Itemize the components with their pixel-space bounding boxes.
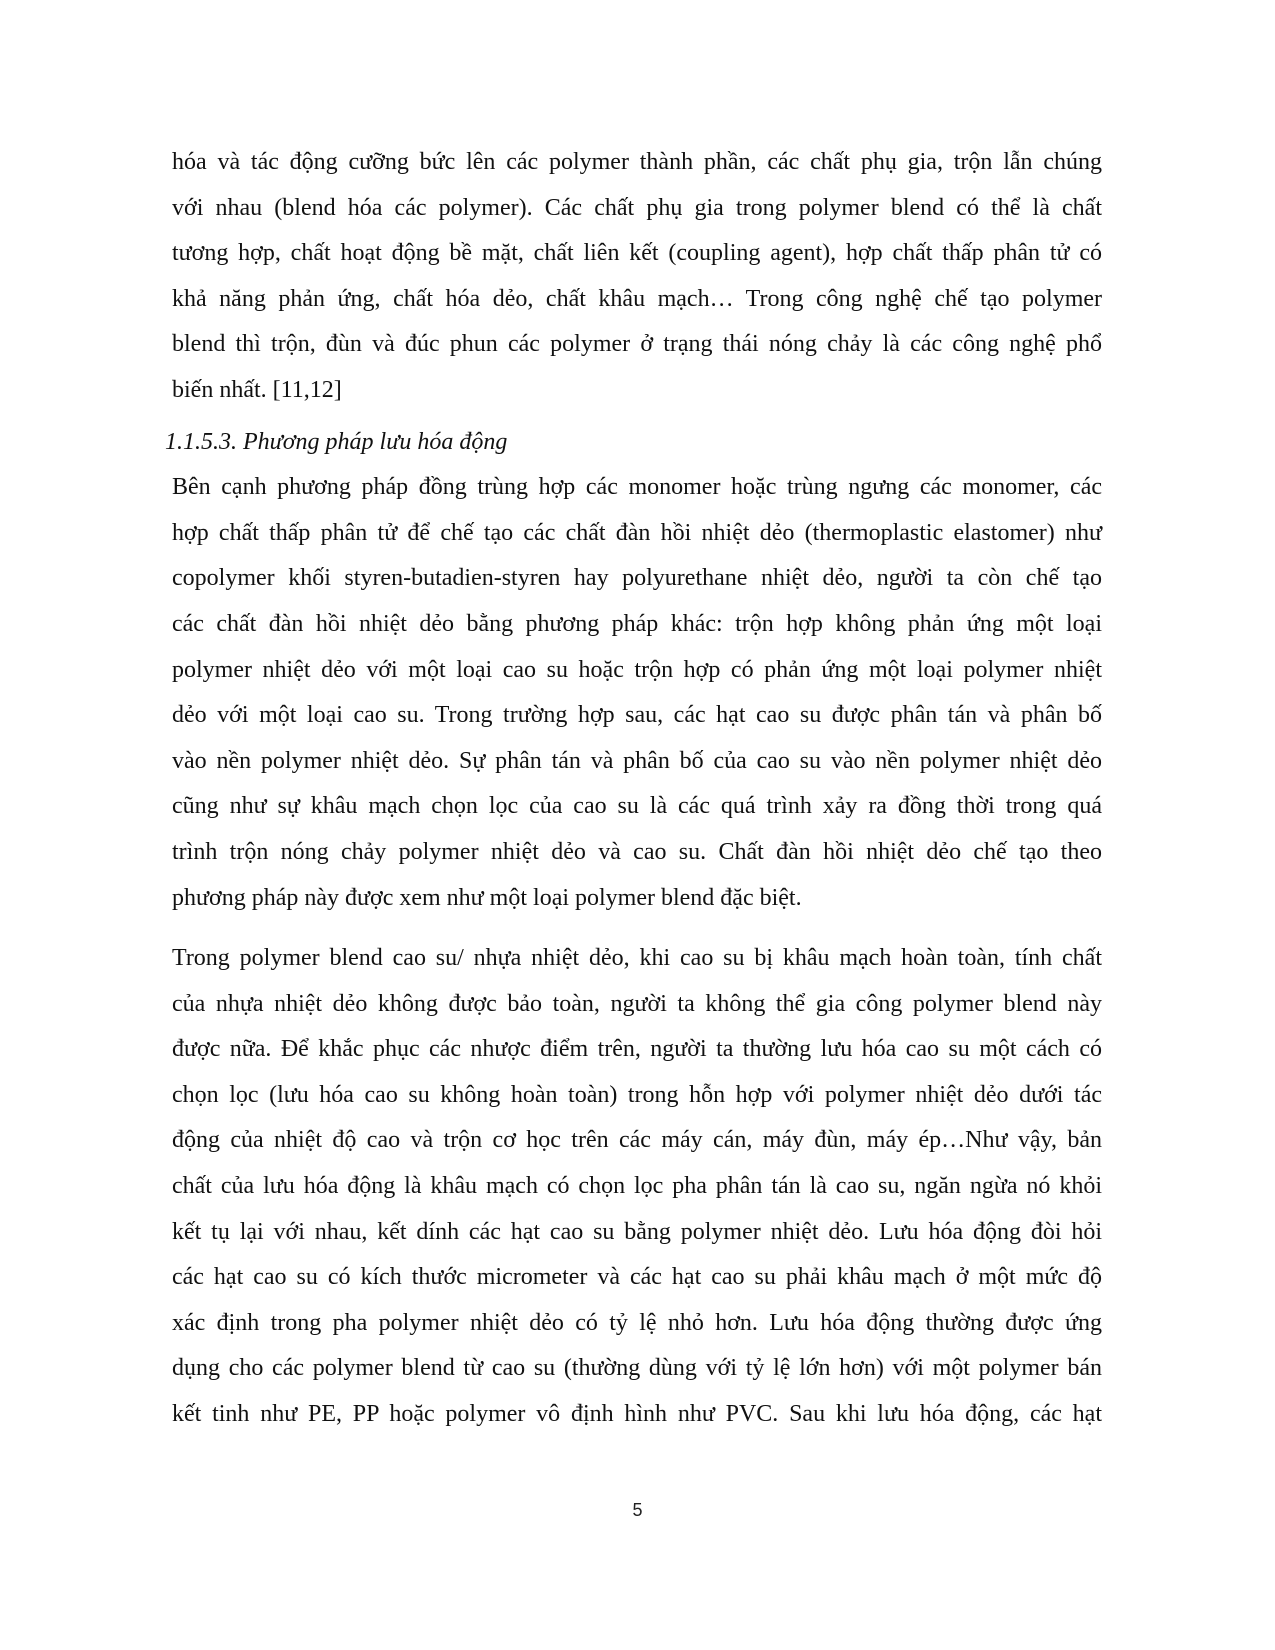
paragraph-1	[172, 140, 1102, 414]
paragraph-line: blend thì trộn, đùn và đúc phun các polymer ở trạng thái nóng chảy là các công nghệ phổ	[172, 331, 1102, 358]
paragraph-line: các hạt cao su có kích thước micrometer và các hạt cao su phải khâu mạch ở một mức độ	[172, 1264, 1102, 1291]
paragraph-line: copolymer khối styren-butadien-styren hay polyurethane nhiệt dẻo, người ta còn chế tạo	[172, 565, 1102, 592]
paragraph-2	[172, 465, 1102, 921]
paragraph-spacing	[172, 921, 1102, 936]
paragraph-line: trình trộn nóng chảy polymer nhiệt dẻo và cao su. Chất đàn hồi nhiệt dẻo chế tạo theo	[172, 838, 1102, 865]
paragraph-line: Trong polymer blend cao su/ nhựa nhiệt dẻo, khi cao su bị khâu mạch hoàn toàn, tính chất	[172, 945, 1102, 972]
section-heading: 1.1.5.3. Phương pháp lưu hóa động	[165, 428, 508, 455]
paragraph-line: các chất đàn hồi nhiệt dẻo bằng phương pháp khác: trộn hợp không phản ứng một loại	[172, 610, 1102, 637]
page-body	[165, 140, 1102, 1438]
paragraph-line: khả năng phản ứng, chất hóa dẻo, chất khâu mạch… Trong công nghệ chế tạo polymer	[172, 285, 1102, 312]
paragraph-line: biến nhất. [11,12]	[172, 376, 342, 403]
paragraph-line: dẻo với một loại cao su. Trong trường hợp sau, các hạt cao su được phân tán và phân bố	[172, 702, 1102, 729]
paragraph-line: xác định trong pha polymer nhiệt dẻo có tỷ lệ nhỏ hơn. Lưu hóa động thường được ứng	[172, 1309, 1102, 1336]
paragraph-line: tương hợp, chất hoạt động bề mặt, chất liên kết (coupling agent), hợp chất thấp phân tử có	[172, 240, 1102, 267]
paragraph-line: cũng như sự khâu mạch chọn lọc của cao su là các quá trình xảy ra đồng thời trong quá	[172, 793, 1102, 820]
paragraph-line: kết tụ lại với nhau, kết dính các hạt cao su bằng polymer nhiệt dẻo. Lưu hóa động đòi hỏi	[172, 1218, 1102, 1245]
paragraph-line: được nữa. Để khắc phục các nhược điểm trên, người ta thường lưu hóa cao su một cách có	[172, 1036, 1102, 1063]
paragraph-line: chọn lọc (lưu hóa cao su không hoàn toàn) trong hỗn hợp với polymer nhiệt dẻo dưới tác	[172, 1081, 1102, 1108]
paragraph-line: phương pháp này được xem như một loại polymer blend đặc biệt.	[172, 884, 802, 911]
page-number: 5	[632, 1500, 643, 1520]
paragraph-3	[172, 936, 1102, 1438]
paragraph-line: hóa và tác động cưỡng bức lên các polymer thành phần, các chất phụ gia, trộn lẫn chúng	[172, 149, 1102, 175]
paragraph-line: Bên cạnh phương pháp đồng trùng hợp các monomer hoặc trùng ngưng các monomer, các	[172, 474, 1102, 501]
paragraph-line: chất của lưu hóa động là khâu mạch có chọn lọc pha phân tán là cao su, ngăn ngừa nó khỏi	[172, 1173, 1102, 1200]
paragraph-line: vào nền polymer nhiệt dẻo. Sự phân tán và phân bố của cao su vào nền polymer nhiệt dẻo	[172, 747, 1102, 774]
paragraph-line: hợp chất thấp phân tử để chế tạo các chất đàn hồi nhiệt dẻo (thermoplastic elastomer) như	[172, 519, 1102, 546]
paragraph-line: với nhau (blend hóa các polymer). Các chất phụ gia trong polymer blend có thể là chất	[172, 194, 1102, 221]
paragraph-line: kết tinh như PE, PP hoặc polymer vô định hình như PVC. Sau khi lưu hóa động, các hạt	[172, 1401, 1102, 1428]
paragraph-line: của nhựa nhiệt dẻo không được bảo toàn, người ta không thể gia công polymer blend này	[172, 990, 1102, 1017]
paragraph-line: polymer nhiệt dẻo với một loại cao su hoặc trộn hợp có phản ứng một loại polymer nhiệt	[172, 656, 1102, 683]
paragraph-line: dụng cho các polymer blend từ cao su (thường dùng với tỷ lệ lớn hơn) với một polymer bán	[172, 1355, 1102, 1382]
paragraph-line: động của nhiệt độ cao và trộn cơ học trên các máy cán, máy đùn, máy ép…Như vậy, bản	[172, 1127, 1102, 1154]
